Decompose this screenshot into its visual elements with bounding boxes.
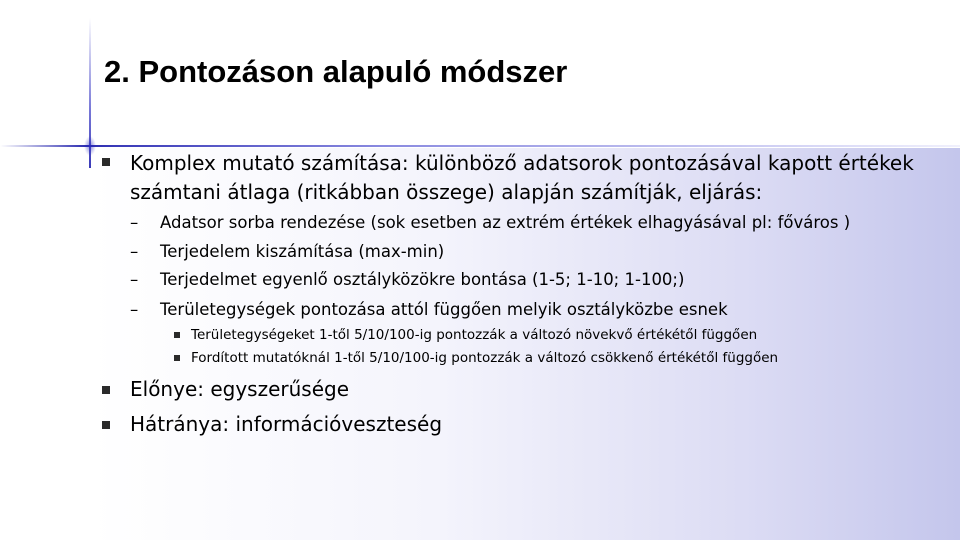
- disadvantage-text: Hátránya: információveszteség: [130, 412, 443, 436]
- sub-bullet-square-icon: [174, 355, 180, 361]
- step-item: Területegységek pontozása attól függően melyik osztályközbe esnek: [160, 300, 728, 319]
- rule-intersection: [84, 136, 96, 156]
- dash-marker: –: [130, 270, 139, 289]
- advantage-text: Előnye: egyszerűsége: [130, 377, 350, 401]
- dash-marker: –: [130, 213, 139, 232]
- step-item: Terjedelmet egyenlő osztályközökre bontása (1-5; 1-10; 1-100;): [160, 270, 685, 289]
- bullet-square-icon: [102, 386, 110, 394]
- dash-marker: –: [130, 242, 139, 261]
- dash-marker: –: [130, 300, 139, 319]
- bullet-text-line-2: számtani átlaga (ritkábban összege) alapján számítják, eljárás:: [130, 180, 763, 204]
- sub-bullet-square-icon: [174, 332, 180, 338]
- bullet-text-line-1: Komplex mutató számítása: különböző adatsorok pontozásával kapott értékek: [130, 151, 914, 175]
- bullet-square-icon: [102, 158, 110, 166]
- content-background: [92, 148, 960, 540]
- bullet-square-icon: [102, 421, 110, 429]
- step-item: Adatsor sorba rendezése (sok esetben az extrém értékek elhagyásával pl: főváros ): [160, 213, 851, 232]
- sub-step-item: Területegységeket 1-től 5/10/100-ig pontozzák a változó növekvő értékétől függően: [191, 327, 758, 343]
- slide-title: 2. Pontozáson alapuló módszer: [104, 54, 568, 89]
- step-item: Terjedelem kiszámítása (max-min): [160, 242, 445, 261]
- horizontal-rule: [0, 145, 960, 147]
- sub-step-item: Fordított mutatóknál 1-től 5/10/100-ig pontozzák a változó csökkenő értékétől függően: [191, 350, 779, 366]
